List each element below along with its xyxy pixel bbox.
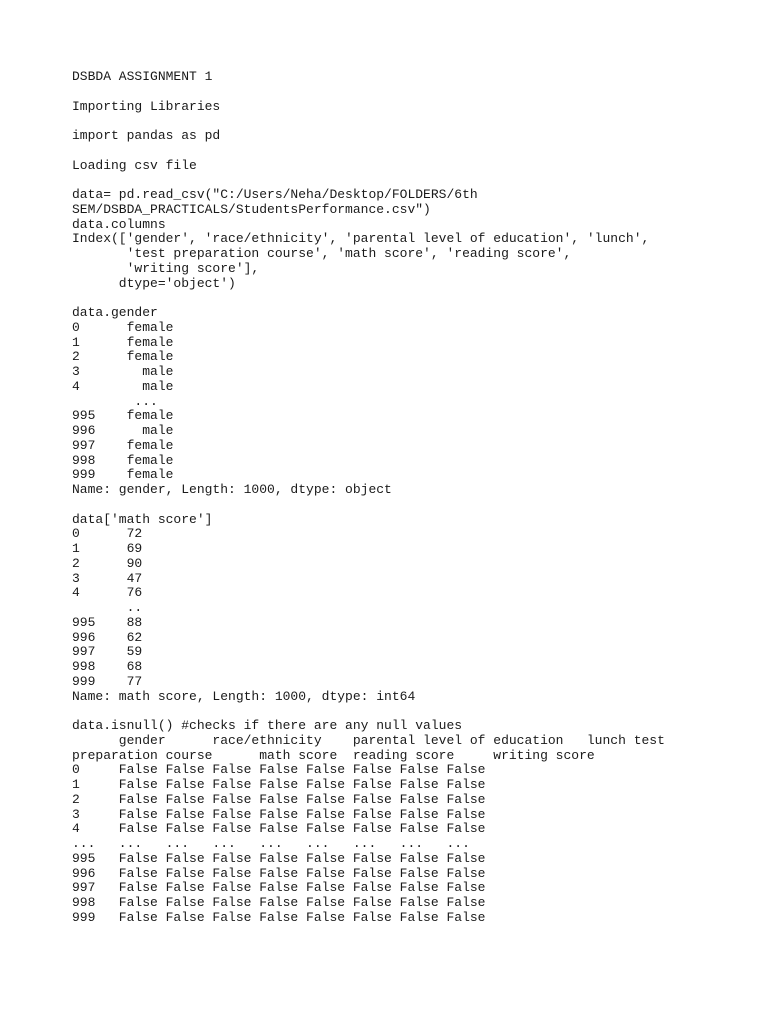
code-gender: data.gender	[72, 305, 158, 320]
output-isnull-rows: 0 False False False False False False False False 1 False False False False False False False False 2 False False False False False False False False 3 False False False False False False False False 4 False False False False False False False False ... ... ... ... ... ... ... ... ... 995 False False False False False False False False 996 False False False False False False False False 997 False False False False False False False False 998 False False False False False False False False 999 False False False False False False False False	[72, 762, 486, 925]
section-heading-load: Loading csv file	[72, 157, 197, 173]
document-body	[72, 70, 732, 926]
code-isnull: data.isnull() #checks if there are any null values	[72, 718, 463, 733]
output-isnull-header: gender race/ethnicity parental level of education lunch test preparation course math score reading score writing score	[72, 732, 665, 763]
spacer	[72, 291, 732, 306]
code-import-pandas: import pandas as pd	[72, 128, 221, 143]
output-math-score: 0 72 1 69 2 90 3 47 4 76 .. 995 88 996 62 997 59 998 68 999 77 Name: math score, Length: 1000, dtype: int64	[72, 526, 416, 704]
spacer	[72, 173, 732, 188]
spacer	[72, 498, 732, 513]
section-heading-import: Importing Libraries	[72, 98, 221, 114]
output-columns: Index(['gender', 'race/ethnicity', 'parental level of education', 'lunch', 'test preparation course', 'math score', 'reading score', 'writing score'], dtype='object')	[72, 231, 650, 291]
output-gender: 0 female 1 female 2 female 3 male 4 male ... 995 female 996 male 997 female 998 female 999 female Name: gender, Length: 1000, dtype: object	[72, 319, 392, 497]
spacer	[72, 704, 732, 719]
spacer	[72, 114, 732, 129]
document-title: DSBDA ASSIGNMENT 1	[72, 69, 213, 84]
spacer	[72, 144, 732, 159]
spacer	[72, 85, 732, 100]
code-read-csv: data= pd.read_csv("C:/Users/Neha/Desktop/FOLDERS/6th SEM/DSBDA_PRACTICALS/StudentsPerformance.csv") data.columns	[72, 187, 478, 232]
code-math-score: data['math score']	[72, 511, 213, 527]
